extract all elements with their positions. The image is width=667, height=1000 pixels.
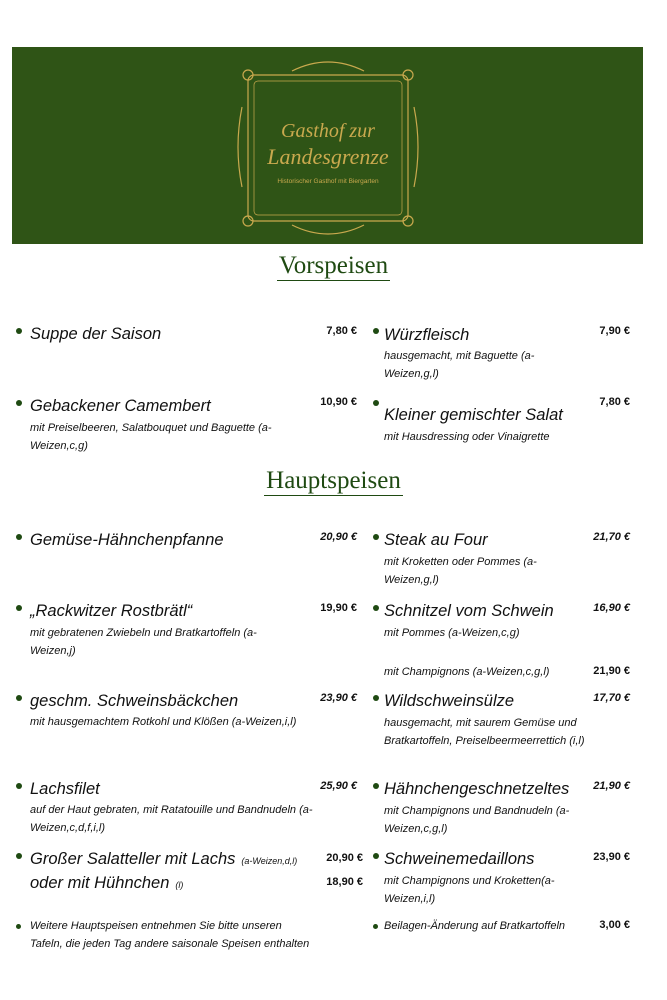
item-name: Schweinemedaillons: [384, 850, 535, 868]
text: Hauptspeisen: [266, 467, 401, 494]
item-price: 17,70 €: [593, 692, 630, 704]
item-price: 7,80 €: [599, 396, 630, 408]
bullet-icon: [373, 853, 379, 859]
item-description: Beilagen-Änderung auf Bratkartoffeln: [384, 920, 566, 932]
item-price: 19,90 €: [320, 602, 357, 614]
item-description: auf der Haut gebraten, mit Ratatouille und Bandnudeln (a-Weizen,c,d,f,i,l): [30, 804, 313, 834]
item-price: 16,90 €: [593, 602, 630, 614]
bullet-icon: [16, 695, 22, 701]
item-description: mit Champignons (a-Weizen,c,g,l): [384, 666, 550, 678]
item-description: mit Hausdressing oder Vinaigrette: [384, 431, 550, 443]
item-price: 20,90 €: [320, 531, 357, 543]
bullet-icon: [16, 924, 21, 929]
bullet-icon: [16, 605, 22, 611]
logo-title-2: Landesgrenze: [267, 144, 389, 169]
bullet-icon: [373, 400, 379, 406]
bullet-icon: [373, 328, 379, 334]
text: (l): [175, 880, 184, 890]
item-name: Lachsfilet: [30, 780, 100, 798]
item-price: 18,90 €: [326, 876, 363, 888]
bullet-icon: [373, 783, 379, 789]
item-name: [30, 874, 183, 893]
text: Großer Salatteller mit Lachs: [30, 850, 236, 868]
item-name: „Rackwitzer Rostbrätl“: [30, 602, 193, 620]
bullet-icon: [373, 534, 379, 540]
logo: [12, 47, 643, 244]
item-price: 21,90 €: [593, 780, 630, 792]
logo-title-1: Gasthof zur: [281, 120, 375, 142]
item-description: mit Champignons und Kroketten(a-Weizen,i,l): [384, 875, 555, 905]
item-price: 21,70 €: [593, 531, 630, 543]
item-name: Würzfleisch: [384, 326, 470, 344]
item-price: 7,90 €: [599, 325, 630, 337]
bullet-icon: [16, 328, 22, 334]
item-name: Schnitzel vom Schwein: [384, 602, 554, 620]
bullet-icon: [373, 924, 378, 929]
bullet-icon: [16, 400, 22, 406]
item-price: 3,00 €: [599, 919, 630, 931]
text: Vorspeisen: [278, 252, 389, 279]
logo-subtitle: Historischer Gasthof mit Biergarten: [277, 178, 379, 185]
item-price: 20,90 €: [326, 852, 363, 864]
item-price: 7,80 €: [326, 325, 357, 337]
item-name: Hähnchengeschnetzeltes: [384, 780, 570, 798]
item-name: [30, 850, 297, 869]
item-description: mit Kroketten oder Pommes (a-Weizen,g,l): [384, 556, 537, 586]
item-description: mit hausgemachtem Rotkohl und Klößen (a-Weizen,i,l): [30, 716, 297, 728]
item-name: Gemüse-Hähnchenpfanne: [30, 531, 224, 549]
item-description: Weitere Hauptspeisen entnehmen Sie bitte unseren Tafeln, die jeden Tag andere saisonale Speisen enthalten: [30, 920, 310, 950]
bullet-icon: [16, 853, 22, 859]
item-name: Wildschweinsülze: [384, 692, 515, 710]
item-price: 23,90 €: [320, 692, 357, 704]
section-heading-starters: [0, 252, 667, 280]
item-price: 23,90 €: [593, 851, 630, 863]
item-name: Steak au Four: [384, 531, 488, 549]
item-description: hausgemacht, mit Baguette (a-Weizen,g,l): [384, 350, 535, 380]
item-name: Gebackener Camembert: [30, 397, 211, 415]
item-description: mit Preiselbeeren, Salatbouquet und Baguette (a-Weizen,c,g): [30, 422, 272, 452]
item-name: Kleiner gemischter Salat: [384, 406, 563, 424]
item-description: hausgemacht, mit saurem Gemüse und Bratkartoffeln, Preiselbeermeerrettich (i,l): [384, 717, 585, 747]
bullet-icon: [16, 783, 22, 789]
item-price: 21,90 €: [593, 665, 630, 677]
item-description: mit gebratenen Zwiebeln und Bratkartoffeln (a-Weizen,j): [30, 627, 257, 657]
item-description: mit Pommes (a-Weizen,c,g): [384, 627, 520, 639]
item-description: mit Champignons und Bandnudeln (a-Weizen,c,g,l): [384, 805, 570, 835]
item-name: geschm. Schweinsbäckchen: [30, 692, 239, 710]
item-name: Suppe der Saison: [30, 325, 162, 343]
item-price: 25,90 €: [320, 780, 357, 792]
item-price: 10,90 €: [320, 396, 357, 408]
bullet-icon: [16, 534, 22, 540]
text: oder mit Hühnchen: [30, 874, 170, 892]
text: (a-Weizen,d,l): [241, 856, 298, 866]
header-banner: [12, 47, 643, 244]
bullet-icon: [373, 605, 379, 611]
section-heading-mains: [0, 467, 667, 495]
bullet-icon: [373, 695, 379, 701]
